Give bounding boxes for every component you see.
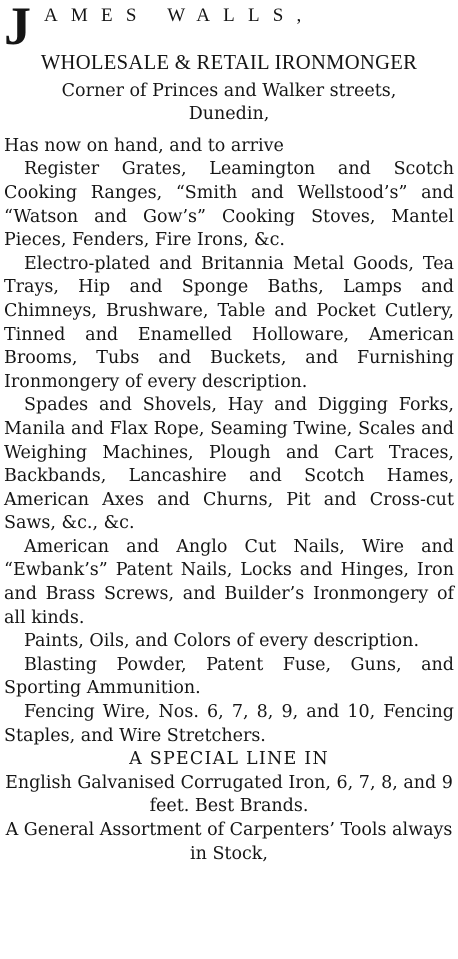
paragraph-metal-goods: Electro-plated and Britannia Metal Goods, Tea Trays, Hip and Sponge Baths, Lamps and Chimneys, Brushware, Table and Pocket Cutlery, Tinned and Enamelled Holloware, American Brooms, Tubs and Buckets, and Furnishing Ironmongery of every description. [4, 253, 454, 392]
address-street: Corner of Princes and Walker streets, [61, 80, 397, 101]
intro-line: Has now on hand, and to arrive [4, 135, 284, 156]
special-line-item: English Galvanised Corrugated Iron, 6, 7, 8, and 9 feet. Best Brands. [5, 772, 453, 817]
address-city: Dunedin, [188, 104, 270, 125]
advertiser-name-rest: AMES WALLS, [44, 5, 315, 26]
trade-line: WHOLESALE & RETAIL IRONMONGER [40, 52, 418, 74]
drop-initial: J [4, 0, 31, 56]
special-line-heading: A SPECIAL LINE IN [129, 749, 329, 770]
paragraph-tools-implements: Spades and Shovels, Hay and Digging Forks, Manila and Flax Rope, Seaming Twine, Scales and Weighing Machines, Plough and Cart Traces, Backbands, Lancashire and Scotch Hames, American Axes and Churns, Pit and Cross-cut Saws, &c., &c. [4, 395, 454, 534]
paragraph-grates-stoves: Register Grates, Leamington and Scotch Cooking Ranges, “Smith and Wellstood’s” and “Watson and Gow’s” Cooking Stoves, Mantel Pieces, Fenders, Fire Irons, &c. [4, 159, 454, 251]
paragraph-blasting: Blasting Powder, Patent Fuse, Guns, and Sporting Ammunition. [4, 654, 454, 699]
advertiser-name [4, 0, 454, 56]
closing-line: A General Assortment of Carpenters’ Tools always in Stock, [5, 820, 453, 864]
paragraph-fencing: Fencing Wire, Nos. 6, 7, 8, 9, and 10, Fencing Staples, and Wire Stretchers. [4, 702, 454, 746]
paragraph-nails-hardware: American and Anglo Cut Nails, Wire and “Ewbank’s” Patent Nails, Locks and Hinges, Iron and Brass Screws, and Builder’s Ironmongery of all kinds. [4, 536, 454, 628]
paragraph-paints: Paints, Oils, and Colors of every description. [24, 631, 420, 652]
